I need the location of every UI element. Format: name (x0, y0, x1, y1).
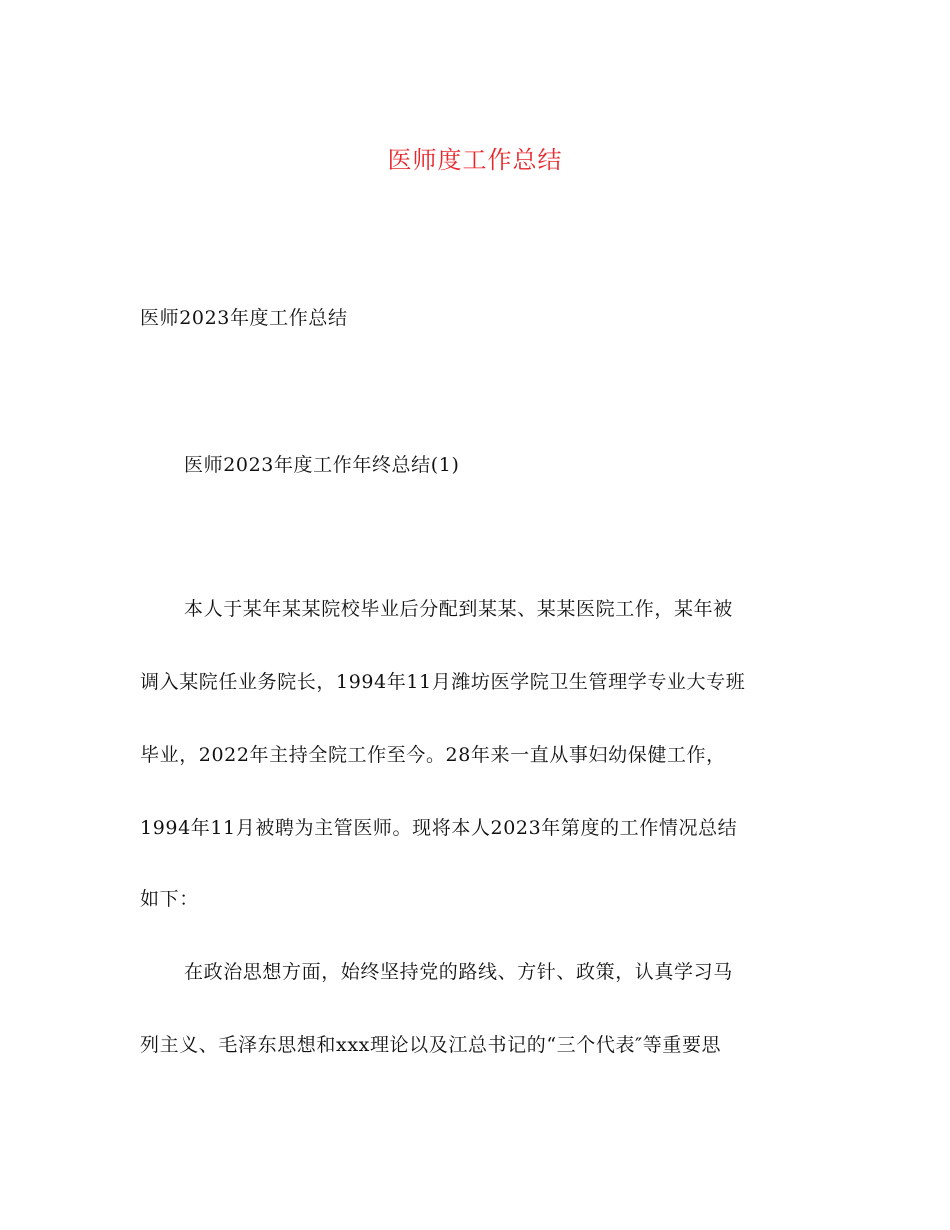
paragraph-1-line-2: 调入某院任业务院长，1994年11月潍坊医学院卫生管理学专业大专班 (140, 671, 746, 693)
document-title: 医师度工作总结 (387, 146, 563, 174)
document-subtitle: 医师2023年度工作总结 (140, 307, 348, 329)
paragraph-1-line-3: 毕业，2022年主持全院工作至今。28年来一直从事妇幼保健工作， (140, 744, 726, 766)
paragraph-1-line-1: 本人于某年某某院校毕业后分配到某某、某某医院工作，某年被 (184, 598, 733, 620)
paragraph-1-line-4: 1994年11月被聘为主管医师。现将本人2023年第度的工作情况总结 (140, 817, 738, 839)
section-heading: 医师2023年度工作年终总结(1) (184, 454, 460, 476)
paragraph-2-line-1: 在政治思想方面，始终坚持党的路线、方针、政策，认真学习马 (184, 961, 733, 983)
paragraph-1-line-5: 如下： (140, 888, 199, 910)
paragraph-2-line-2: 列主义、毛泽东思想和xxx理论以及江总书记的“三个代表″等重要思 (140, 1034, 722, 1056)
